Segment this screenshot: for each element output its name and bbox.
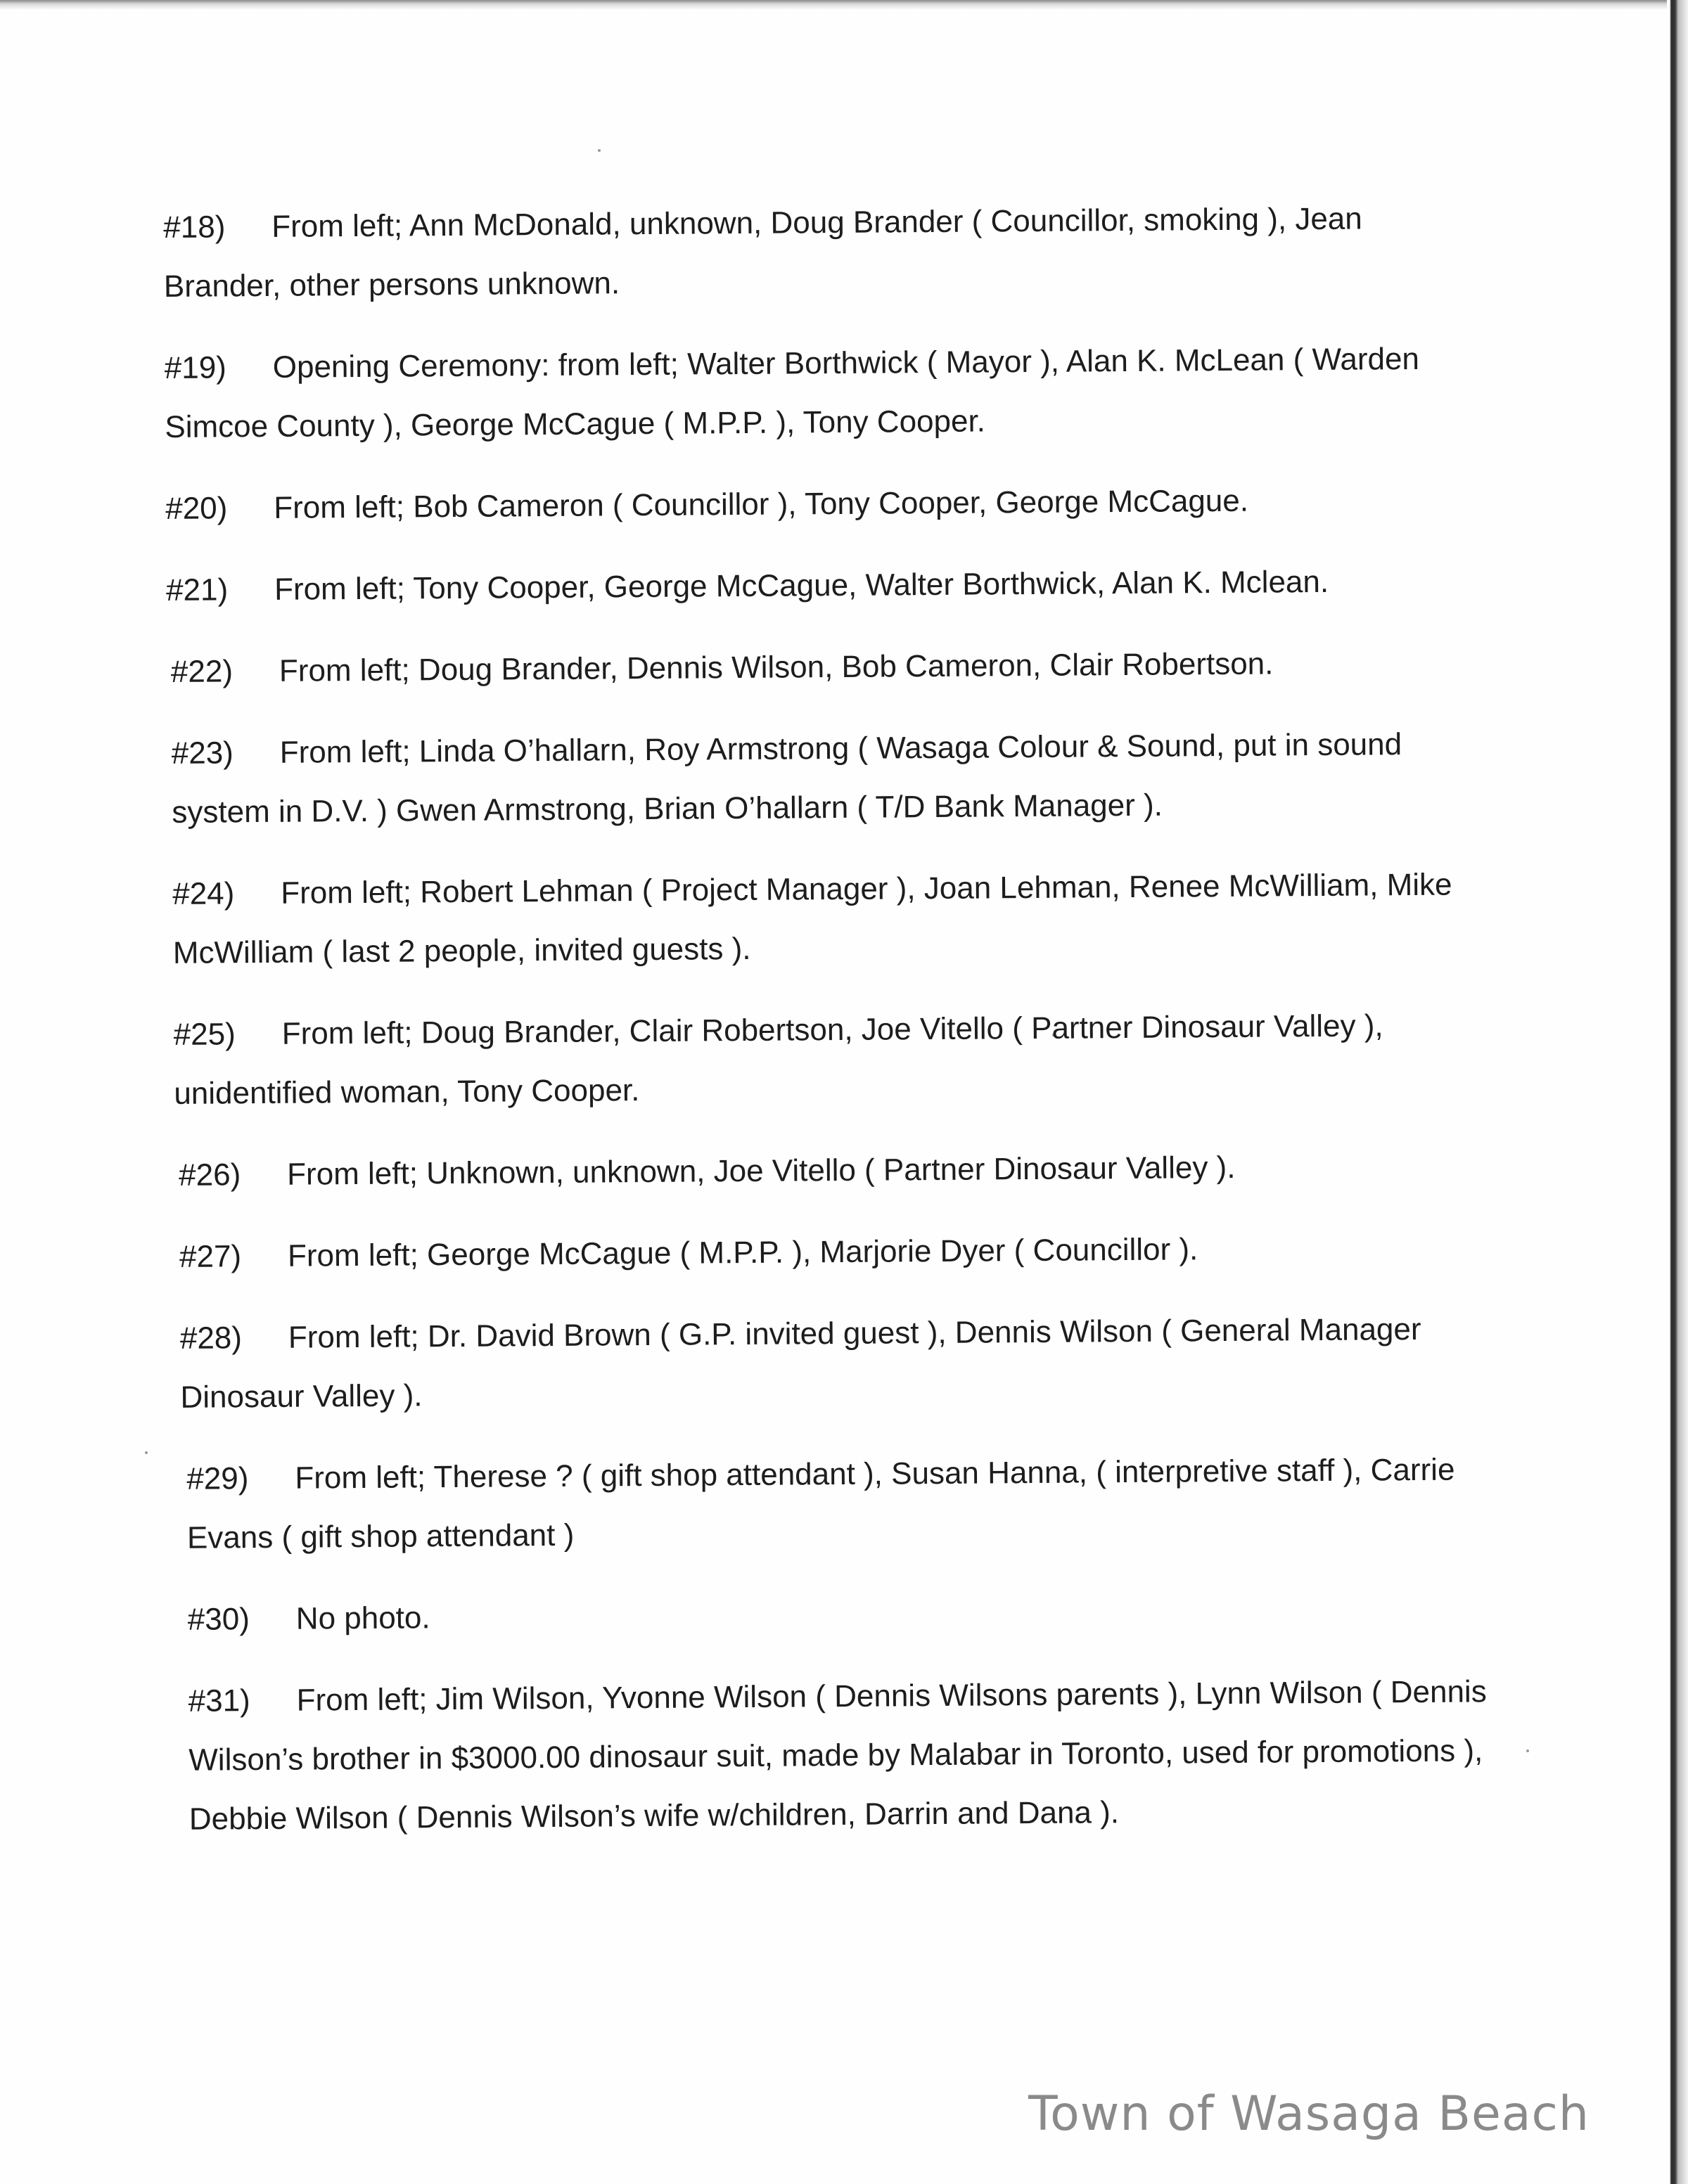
caption-entry (179, 1218, 1495, 1287)
scan-speck (145, 1451, 148, 1454)
entry-text: Opening Ceremony: from left; Walter Borthwick ( Mayor ), Alan K. McLean ( Warden Simcoe County ), George McCague ( M.P.P. ), Tony Cooper. (165, 341, 1420, 444)
entry-text: From left; Linda O’hallarn, Roy Armstrong ( Wasaga Colour & Sound, put in sound system in D.V. ) Gwen Armstrong, Brian O’hallarn ( T/D Bank Manager ). (172, 727, 1402, 830)
town-watermark: Town of Wasaga Beach (1028, 2086, 1590, 2142)
entry-number: #25) (173, 1017, 236, 1052)
entry-text: From left; Dr. David Brown ( G.P. invited guest ), Dennis Wilson ( General Manager Dinosaur Valley ). (180, 1311, 1421, 1415)
entry-text: From left; Doug Brander, Dennis Wilson, Bob Cameron, Clair Robertson. (279, 646, 1274, 688)
entry-number: #27) (179, 1239, 242, 1274)
scan-top-edge (0, 0, 1688, 10)
caption-entry (186, 1440, 1502, 1568)
caption-entry (164, 329, 1480, 457)
entry-number: #28) (179, 1321, 243, 1356)
photo-caption-list (163, 188, 1490, 1872)
entry-number: #21) (165, 572, 229, 608)
entry-text: From left; Tony Cooper, George McCague, Walter Borthwick, Alan K. Mclean. (274, 564, 1329, 607)
caption-entry (171, 714, 1487, 842)
entry-number: #31) (188, 1683, 250, 1719)
scan-right-edge (1667, 0, 1688, 2184)
entry-text: From left; Ann McDonald, unknown, Doug Brander ( Councillor, smoking ), Jean Brander, other persons unknown. (163, 201, 1362, 304)
entry-number: #22) (170, 654, 234, 689)
entry-number: #23) (171, 736, 234, 771)
caption-entry (188, 1662, 1504, 1849)
entry-number: #18) (163, 210, 226, 245)
entry-text: From left; Jim Wilson, Yvonne Wilson ( Dennis Wilsons parents ), Lynn Wilson ( Dennis Wilson’s brother in $3000.00 dinosaur suit, made by Malabar in Toronto, used for promotions ), Debbie Wilson ( Dennis Wilson’s wife w/children, Darrin and Dana ). (188, 1674, 1487, 1837)
caption-entry (166, 551, 1482, 620)
entry-number: #19) (164, 350, 227, 385)
caption-entry (173, 996, 1489, 1124)
caption-entry (180, 1299, 1496, 1427)
entry-text: No photo. (295, 1600, 430, 1636)
caption-entry (163, 188, 1479, 316)
caption-entry (171, 633, 1487, 702)
entry-number: #24) (172, 876, 235, 911)
entry-number: #20) (165, 491, 228, 526)
entry-text: From left; Therese ? ( gift shop attendant ), Susan Hanna, ( interpretive staff ), Carrie Evans ( gift shop attendant ) (186, 1452, 1455, 1555)
entry-number: #29) (186, 1461, 249, 1496)
caption-entry (188, 1581, 1504, 1650)
caption-entry (172, 855, 1488, 983)
entry-number: #30) (187, 1602, 250, 1637)
entry-text: From left; Robert Lehman ( Project Manager ), Joan Lehman, Renee McWilliam, Mike McWilliam ( last 2 people, invited guests ). (172, 867, 1452, 970)
caption-entry (165, 470, 1481, 539)
scan-speck (598, 149, 601, 152)
entry-text: From left; Doug Brander, Clair Robertson, Joe Vitello ( Partner Dinosaur Valley ), unidentified woman, Tony Cooper. (174, 1008, 1383, 1111)
entry-number: #26) (179, 1157, 241, 1193)
scan-speck (1526, 1749, 1529, 1752)
entry-text: From left; Bob Cameron ( Councillor ), Tony Cooper, George McCague. (274, 483, 1249, 525)
entry-text: From left; George McCague ( M.P.P. ), Marjorie Dyer ( Councillor ). (287, 1232, 1198, 1273)
caption-entry (179, 1136, 1495, 1205)
entry-text: From left; Unknown, unknown, Joe Vitello ( Partner Dinosaur Valley ). (287, 1150, 1236, 1192)
